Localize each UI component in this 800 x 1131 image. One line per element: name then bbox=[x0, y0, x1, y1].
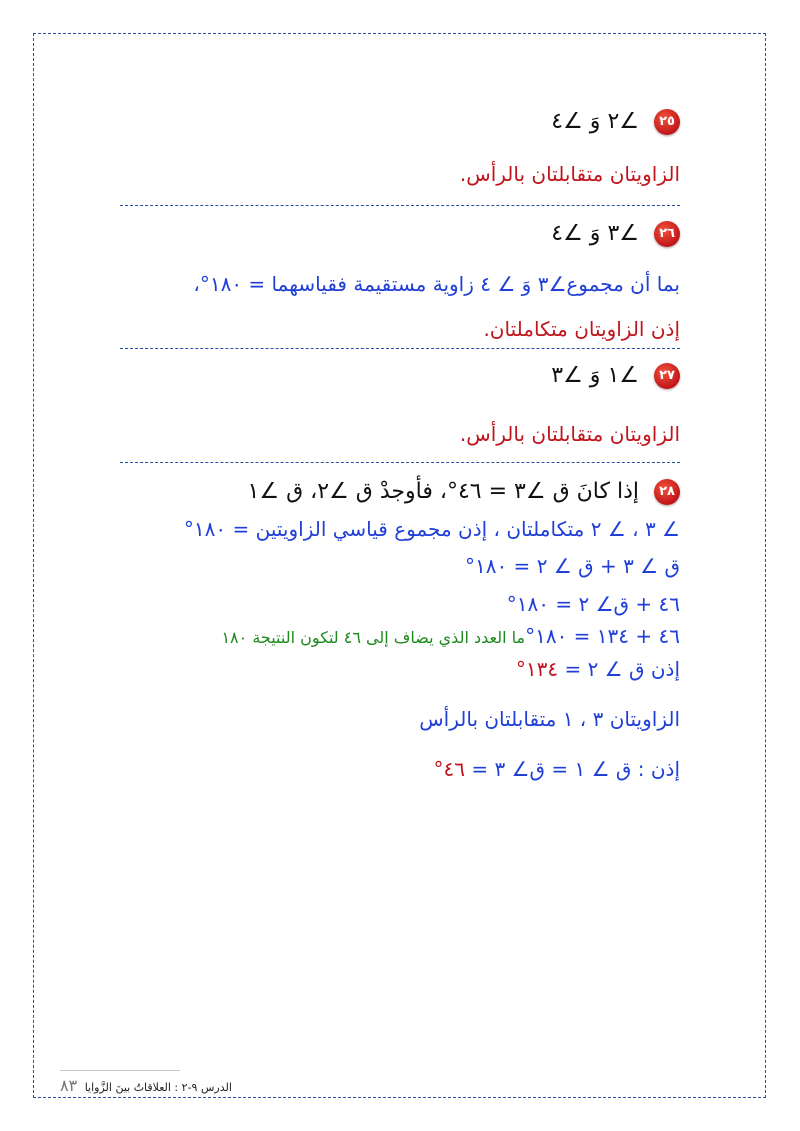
exercise-28-step4-equation: ٤٦ + ١٣٤ = ١٨٠° bbox=[525, 624, 680, 648]
exercise-25-heading bbox=[551, 108, 680, 136]
exercise-25-answer: الزاويتان متقابلتان بالرأس. bbox=[459, 162, 680, 186]
exercise-28-step1: ∠ ٣ ، ∠ ٢ متكاملتان ، إذن مجموع قياسي الزاويتين = ١٨٠° bbox=[183, 517, 680, 541]
exercise-26-heading bbox=[551, 220, 680, 248]
footer-page-number: ٨٣ bbox=[60, 1076, 78, 1095]
exercise-28-step5 bbox=[516, 655, 680, 683]
exercise-28-step2: ق ∠ ٣ + ق ∠ ٢ = ١٨٠° bbox=[464, 554, 680, 578]
exercise-26-answer-line2: إذن الزاويتان متكاملتان. bbox=[483, 317, 680, 341]
exercise-27-prompt: ∠١ وَ ∠٣ bbox=[551, 363, 639, 388]
footer-lesson-title: الدرس ٩-٢ : العلاقاتُ بينَ الزَّوايا bbox=[84, 1081, 232, 1094]
exercise-28-step6: الزاويتان ٣ ، ١ متقابلتان بالرأس bbox=[419, 707, 680, 731]
exercise-27-number-badge: ٢٧ bbox=[654, 363, 680, 389]
separator bbox=[120, 205, 680, 206]
exercise-28-step4 bbox=[221, 622, 680, 652]
exercise-28-heading bbox=[248, 478, 680, 506]
exercise-26-prompt: ∠٣ وَ ∠٤ bbox=[551, 221, 639, 246]
exercise-28-step5-label: إذن ق ∠ ٢ = bbox=[558, 657, 680, 681]
exercise-26-answer-line1: بما أن مجموع∠٣ وَ ∠ ٤ زاوية مستقيمة فقياسهما = ١٨٠°، bbox=[193, 272, 680, 296]
exercise-28-number-badge: ٢٨ bbox=[654, 479, 680, 505]
exercise-25-number-badge: ٢٥ bbox=[654, 109, 680, 135]
separator bbox=[120, 348, 680, 349]
exercise-28-step5-value: ١٣٤° bbox=[515, 657, 559, 681]
footer-rule bbox=[60, 1070, 180, 1071]
exercise-28-step7-value: ٤٦° bbox=[433, 757, 465, 781]
exercise-28-step7-label: إذن : ق ∠ ١ = ق∠ ٣ = bbox=[464, 757, 680, 781]
exercise-28-prompt: إذا كانَ ق ∠٣ = ٤٦°، فأوجدْ ق ∠٢، ق ∠١ bbox=[247, 479, 639, 504]
exercise-28-step7 bbox=[433, 755, 680, 783]
exercise-27-answer: الزاويتان متقابلتان بالرأس. bbox=[459, 422, 680, 446]
exercise-25-prompt: ∠٢ وَ ∠٤ bbox=[551, 109, 639, 134]
exercise-28-step3: ٤٦ + ق∠ ٢ = ١٨٠° bbox=[506, 592, 680, 616]
exercise-28-step4-note: ما العدد الذي يضاف إلى ٤٦ لتكون النتيجة ١٨٠ bbox=[221, 628, 526, 647]
exercise-27-heading bbox=[551, 362, 680, 390]
separator bbox=[120, 462, 680, 463]
page-footer bbox=[60, 1076, 232, 1095]
exercise-26-number-badge: ٢٦ bbox=[654, 221, 680, 247]
